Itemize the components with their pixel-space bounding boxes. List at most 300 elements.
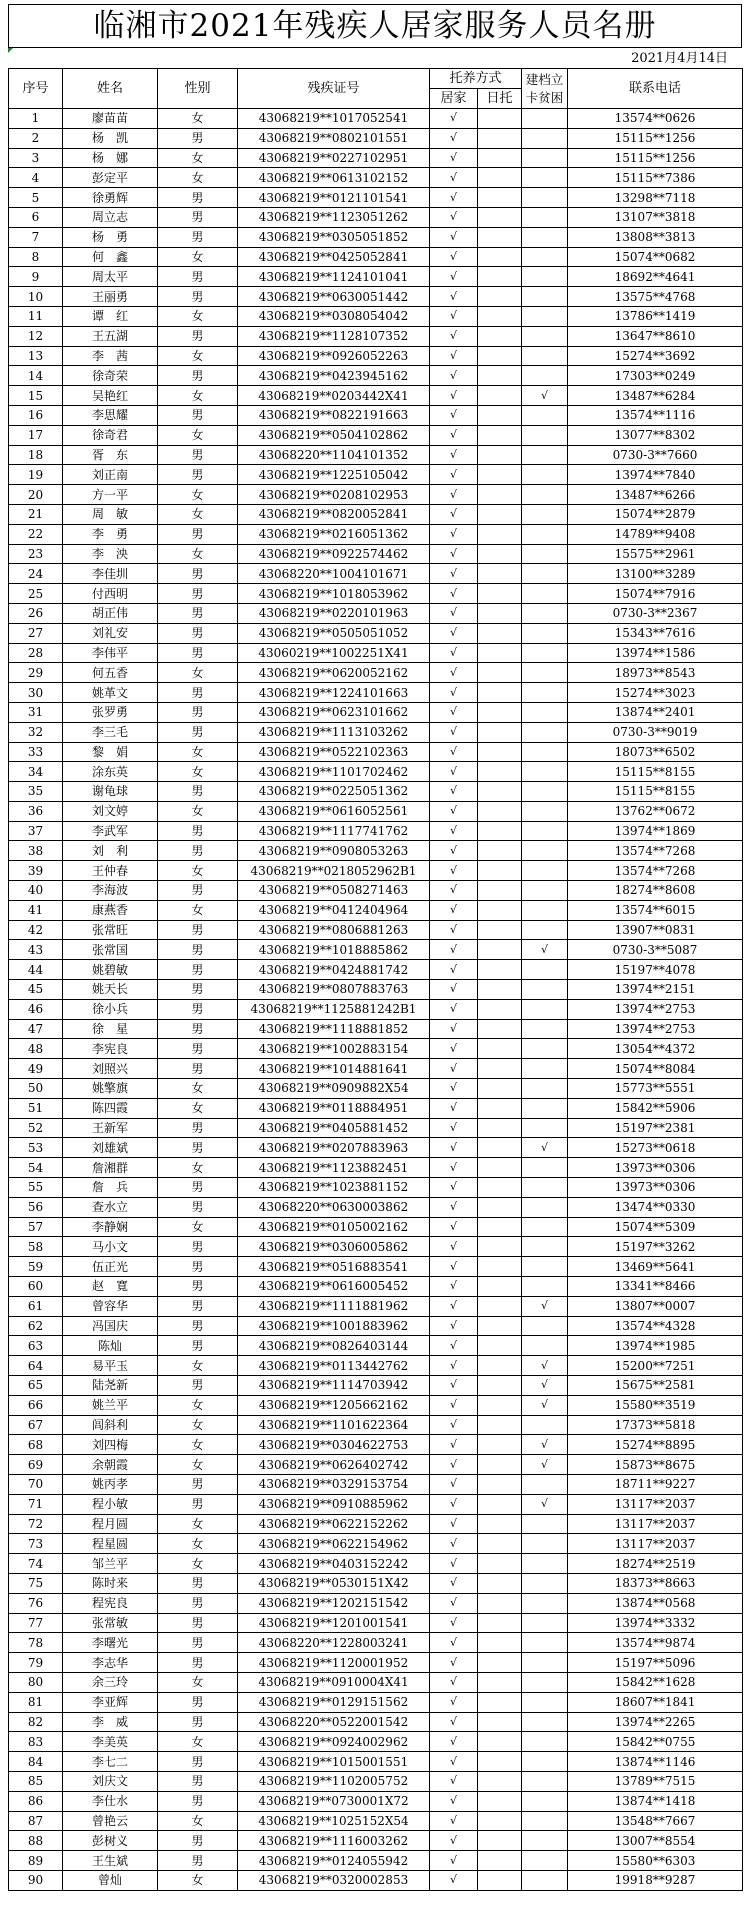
cell-home-check: √: [430, 841, 478, 861]
cell-phone: 15873**8675: [568, 1455, 743, 1475]
cell-seq: 54: [9, 1158, 63, 1178]
cell-phone: 13974**1985: [568, 1336, 743, 1356]
cell-phone: 17373**5818: [568, 1415, 743, 1435]
cell-cert: 43068219**0910004X41: [238, 1672, 430, 1692]
cell-gender: 男: [158, 1118, 238, 1138]
cell-phone: 13341**8466: [568, 1277, 743, 1297]
table-row: [9, 702, 743, 722]
cell-cert: 43068219**0113442762: [238, 1356, 430, 1376]
cell-seq: 71: [9, 1494, 63, 1514]
cell-seq: 40: [9, 881, 63, 901]
cell-phone: 13077**8302: [568, 425, 743, 445]
cell-gender: 女: [158, 1415, 238, 1435]
cell-seq: 80: [9, 1672, 63, 1692]
cell-day-check: [478, 445, 522, 465]
cell-day-check: [478, 346, 522, 366]
cell-home-check: √: [430, 168, 478, 188]
table-row: [9, 1039, 743, 1059]
cell-cert: 43068220**1228003241: [238, 1633, 430, 1653]
cell-gender: 女: [158, 1672, 238, 1692]
cell-gender: 女: [158, 801, 238, 821]
cell-day-check: [478, 1534, 522, 1554]
table-row: [9, 1494, 743, 1514]
cell-poor-check: [522, 1079, 568, 1099]
cell-name: 谭 红: [63, 306, 158, 326]
cell-phone: 15274**3692: [568, 346, 743, 366]
cell-name: 刘四梅: [63, 1435, 158, 1455]
cell-seq: 84: [9, 1752, 63, 1772]
cell-home-check: √: [430, 109, 478, 129]
cell-phone: 13807**0007: [568, 1296, 743, 1316]
cell-cert: 43068219**0807883763: [238, 980, 430, 1000]
cell-cert: 43060219**1002251X41: [238, 643, 430, 663]
cell-home-check: √: [430, 386, 478, 406]
cell-day-check: [478, 207, 522, 227]
cell-name: 李宪良: [63, 1039, 158, 1059]
cell-poor-check: √: [522, 1494, 568, 1514]
cell-cert: 43068219**1201001541: [238, 1613, 430, 1633]
cell-gender: 女: [158, 1732, 238, 1752]
table-row: [9, 1672, 743, 1692]
table-row: [9, 1158, 743, 1178]
cell-day-check: [478, 1217, 522, 1237]
cell-gender: 女: [158, 168, 238, 188]
cell-seq: 74: [9, 1554, 63, 1574]
cell-day-check: [478, 227, 522, 247]
cell-gender: 女: [158, 485, 238, 505]
cell-cert: 43068219**0616005452: [238, 1277, 430, 1297]
cell-gender: 女: [158, 1534, 238, 1554]
cell-name: 姚革文: [63, 683, 158, 703]
cell-home-check: √: [430, 445, 478, 465]
cell-poor-check: [522, 1197, 568, 1217]
cell-poor-check: [522, 1277, 568, 1297]
cell-poor-check: [522, 1752, 568, 1772]
cell-day-check: [478, 1653, 522, 1673]
cell-home-check: √: [430, 1672, 478, 1692]
cell-seq: 42: [9, 920, 63, 940]
cell-seq: 41: [9, 900, 63, 920]
header-day: 日托: [478, 89, 522, 109]
cell-cert: 43068219**0623101662: [238, 702, 430, 722]
cell-cert: 43068219**0306005862: [238, 1237, 430, 1257]
cell-day-check: [478, 1059, 522, 1079]
header-phone: 联系电话: [568, 69, 743, 109]
cell-poor-check: [522, 980, 568, 1000]
header-seq: 序号: [9, 69, 63, 109]
cell-name: 胥 东: [63, 445, 158, 465]
cell-day-check: [478, 1118, 522, 1138]
cell-home-check: √: [430, 940, 478, 960]
table-row: [9, 504, 743, 524]
cell-poor-check: [522, 900, 568, 920]
cell-poor-check: [522, 1732, 568, 1752]
cell-gender: 男: [158, 1791, 238, 1811]
table-row: [9, 1395, 743, 1415]
table-row: [9, 1118, 743, 1138]
cell-cert: 43068219**0320002853: [238, 1870, 430, 1890]
cell-gender: 女: [158, 247, 238, 267]
cell-name: 李 泱: [63, 544, 158, 564]
cell-cert: 43068219**0806881263: [238, 920, 430, 940]
cell-name: 李武军: [63, 821, 158, 841]
cell-day-check: [478, 425, 522, 445]
cell-seq: 37: [9, 821, 63, 841]
cell-day-check: [478, 326, 522, 346]
cell-day-check: [478, 128, 522, 148]
cell-name: 程宪良: [63, 1593, 158, 1613]
cell-phone: 0730-3**5087: [568, 940, 743, 960]
cell-phone: 13574**7268: [568, 861, 743, 881]
cell-seq: 12: [9, 326, 63, 346]
cell-gender: 男: [158, 1692, 238, 1712]
cell-gender: 男: [158, 1277, 238, 1297]
cell-gender: 男: [158, 1237, 238, 1257]
cell-name: 张常敏: [63, 1613, 158, 1633]
cell-poor-check: [522, 1415, 568, 1435]
cell-day-check: [478, 1474, 522, 1494]
cell-cert: 43068219**0405881452: [238, 1118, 430, 1138]
cell-name: 李美英: [63, 1732, 158, 1752]
cell-day-check: [478, 1633, 522, 1653]
cell-poor-check: [522, 722, 568, 742]
table-row: [9, 1514, 743, 1534]
cell-seq: 59: [9, 1257, 63, 1277]
header-poor: 建档立卡贫困: [522, 69, 568, 109]
cell-name: 王生斌: [63, 1851, 158, 1871]
cell-seq: 58: [9, 1237, 63, 1257]
cell-seq: 25: [9, 584, 63, 604]
cell-home-check: √: [430, 1217, 478, 1237]
cell-poor-check: [522, 1059, 568, 1079]
cell-day-check: [478, 1554, 522, 1574]
cell-cert: 43068219**1017052541: [238, 109, 430, 129]
cell-name: 何五香: [63, 663, 158, 683]
cell-seq: 65: [9, 1376, 63, 1396]
cell-phone: 13973**0306: [568, 1158, 743, 1178]
cell-cert: 43068219**1101622364: [238, 1415, 430, 1435]
cell-name: 刘照兴: [63, 1059, 158, 1079]
cell-poor-check: [522, 544, 568, 564]
cell-gender: 男: [158, 683, 238, 703]
cell-seq: 15: [9, 386, 63, 406]
table-row: [9, 801, 743, 821]
cell-gender: 男: [158, 1296, 238, 1316]
cell-cert: 43068219**1117741762: [238, 821, 430, 841]
cell-day-check: [478, 188, 522, 208]
cell-cert: 43068219**0802101551: [238, 128, 430, 148]
cell-gender: 女: [158, 1455, 238, 1475]
cell-gender: 男: [158, 1138, 238, 1158]
cell-poor-check: [522, 1554, 568, 1574]
cell-day-check: [478, 900, 522, 920]
cell-name: 刘庆文: [63, 1771, 158, 1791]
cell-name: 李佳圳: [63, 564, 158, 584]
cell-name: 陆尧新: [63, 1376, 158, 1396]
cell-home-check: √: [430, 465, 478, 485]
cell-cert: 43068219**0922574462: [238, 544, 430, 564]
cell-name: 康燕香: [63, 900, 158, 920]
header-name: 姓名: [63, 69, 158, 109]
cell-phone: 13574**0626: [568, 109, 743, 129]
table-row: [9, 1732, 743, 1752]
cell-poor-check: [522, 841, 568, 861]
cell-phone: 15074**7916: [568, 584, 743, 604]
cell-poor-check: [522, 504, 568, 524]
cell-phone: 13574**7268: [568, 841, 743, 861]
cell-home-check: √: [430, 861, 478, 881]
cell-home-check: √: [430, 1435, 478, 1455]
cell-phone: 15074**5309: [568, 1217, 743, 1237]
cell-poor-check: √: [522, 1356, 568, 1376]
cell-home-check: √: [430, 683, 478, 703]
cell-gender: 男: [158, 207, 238, 227]
cell-phone: 13007**8554: [568, 1831, 743, 1851]
cell-poor-check: √: [522, 1435, 568, 1455]
cell-phone: 19918**9287: [568, 1870, 743, 1890]
table-row: [9, 1692, 743, 1712]
cell-poor-check: [522, 227, 568, 247]
table-row: [9, 148, 743, 168]
table-row: [9, 1771, 743, 1791]
cell-home-check: √: [430, 900, 478, 920]
cell-cert: 43068219**0129151562: [238, 1692, 430, 1712]
cell-day-check: [478, 1672, 522, 1692]
cell-poor-check: √: [522, 1376, 568, 1396]
cell-seq: 7: [9, 227, 63, 247]
roster-table: [8, 68, 743, 1891]
cell-home-check: √: [430, 1079, 478, 1099]
cell-seq: 26: [9, 603, 63, 623]
cell-name: 詹湘群: [63, 1158, 158, 1178]
cell-day-check: [478, 1356, 522, 1376]
cell-gender: 女: [158, 861, 238, 881]
cell-name: 曾艳云: [63, 1811, 158, 1831]
cell-home-check: √: [430, 1752, 478, 1772]
cell-home-check: √: [430, 504, 478, 524]
cell-day-check: [478, 881, 522, 901]
cell-home-check: √: [430, 366, 478, 386]
cell-home-check: √: [430, 1277, 478, 1297]
cell-seq: 34: [9, 762, 63, 782]
cell-seq: 51: [9, 1098, 63, 1118]
table-row: [9, 1593, 743, 1613]
cell-name: 徐奇君: [63, 425, 158, 445]
table-header: [9, 69, 743, 109]
cell-seq: 76: [9, 1593, 63, 1613]
cell-name: 周立志: [63, 207, 158, 227]
cell-phone: 13298**7118: [568, 188, 743, 208]
cell-seq: 4: [9, 168, 63, 188]
cell-cert: 43068219**1014881641: [238, 1059, 430, 1079]
cell-cert: 43068219**1120001952: [238, 1653, 430, 1673]
cell-phone: 13117**2037: [568, 1514, 743, 1534]
cell-seq: 49: [9, 1059, 63, 1079]
cell-cert: 43068219**0207883963: [238, 1138, 430, 1158]
cell-phone: 18274**2519: [568, 1554, 743, 1574]
cell-poor-check: √: [522, 940, 568, 960]
table-row: [9, 1712, 743, 1732]
cell-home-check: √: [430, 603, 478, 623]
cell-name: 杨 娜: [63, 148, 158, 168]
cell-day-check: [478, 782, 522, 802]
cell-home-check: √: [430, 999, 478, 1019]
table-row: [9, 584, 743, 604]
cell-day-check: [478, 1692, 522, 1712]
cell-gender: 男: [158, 1573, 238, 1593]
cell-cert: 43068219**0220101963: [238, 603, 430, 623]
cell-cert: 43068219**0329153754: [238, 1474, 430, 1494]
cell-name: 刘 利: [63, 841, 158, 861]
cell-phone: 13762**0672: [568, 801, 743, 821]
cell-seq: 10: [9, 287, 63, 307]
cell-seq: 32: [9, 722, 63, 742]
cell-poor-check: [522, 148, 568, 168]
cell-home-check: √: [430, 1118, 478, 1138]
cell-name: 姚擎旗: [63, 1079, 158, 1099]
cell-name: 刘正南: [63, 465, 158, 485]
cell-poor-check: [522, 405, 568, 425]
cell-cert: 43068219**0105002162: [238, 1217, 430, 1237]
cell-seq: 85: [9, 1771, 63, 1791]
cell-poor-check: [522, 524, 568, 544]
cell-cert: 43068219**1025152X54: [238, 1811, 430, 1831]
cell-home-check: √: [430, 623, 478, 643]
cell-poor-check: [522, 1336, 568, 1356]
cell-seq: 67: [9, 1415, 63, 1435]
cell-phone: 15575**2961: [568, 544, 743, 564]
cell-seq: 44: [9, 960, 63, 980]
cell-gender: 男: [158, 1712, 238, 1732]
cell-seq: 14: [9, 366, 63, 386]
cell-cert: 43068219**0820052841: [238, 504, 430, 524]
table-row: [9, 782, 743, 802]
cell-gender: 男: [158, 1039, 238, 1059]
cell-poor-check: [522, 881, 568, 901]
cell-gender: 女: [158, 762, 238, 782]
cell-poor-check: [522, 306, 568, 326]
table-row: [9, 366, 743, 386]
cell-home-check: √: [430, 1514, 478, 1534]
table-row: [9, 326, 743, 346]
cell-day-check: [478, 1732, 522, 1752]
cell-gender: 男: [158, 980, 238, 1000]
cell-cert: 43068219**0616052561: [238, 801, 430, 821]
cell-day-check: [478, 801, 522, 821]
cell-phone: 13647**8610: [568, 326, 743, 346]
cell-name: 廖苗苗: [63, 109, 158, 129]
cell-day-check: [478, 742, 522, 762]
cell-phone: 13974**2151: [568, 980, 743, 1000]
cell-phone: 0730-3**2367: [568, 603, 743, 623]
table-row: [9, 1098, 743, 1118]
cell-seq: 43: [9, 940, 63, 960]
cell-name: 程星圆: [63, 1534, 158, 1554]
cell-phone: 13974**7840: [568, 465, 743, 485]
table-row: [9, 227, 743, 247]
cell-seq: 52: [9, 1118, 63, 1138]
cell-day-check: [478, 841, 522, 861]
cell-name: 李志华: [63, 1653, 158, 1673]
cell-day-check: [478, 1573, 522, 1593]
cell-cert: 43068219**0305051852: [238, 227, 430, 247]
cell-day-check: [478, 1019, 522, 1039]
cell-gender: 男: [158, 1178, 238, 1198]
cell-phone: 13100**3289: [568, 564, 743, 584]
cell-seq: 27: [9, 623, 63, 643]
cell-seq: 1: [9, 109, 63, 129]
cell-cert: 43068219**0412404964: [238, 900, 430, 920]
table-row: [9, 1296, 743, 1316]
table-row: [9, 683, 743, 703]
cell-home-check: √: [430, 1019, 478, 1039]
cell-phone: 13973**0306: [568, 1178, 743, 1198]
cell-gender: 女: [158, 1217, 238, 1237]
cell-cert: 43068219**1225105042: [238, 465, 430, 485]
cell-phone: 15580**6303: [568, 1851, 743, 1871]
cell-phone: 13874**1146: [568, 1752, 743, 1772]
cell-phone: 13574**4328: [568, 1316, 743, 1336]
header-care-mode: 托养方式: [430, 69, 522, 89]
table-row: [9, 762, 743, 782]
cell-cert: 43068219**0622152262: [238, 1514, 430, 1534]
cell-seq: 70: [9, 1474, 63, 1494]
cell-home-check: √: [430, 722, 478, 742]
cell-poor-check: [522, 683, 568, 703]
cell-seq: 29: [9, 663, 63, 683]
cell-phone: 15074**0682: [568, 247, 743, 267]
cell-day-check: [478, 386, 522, 406]
cell-gender: 女: [158, 1395, 238, 1415]
cell-phone: 17303**0249: [568, 366, 743, 386]
cell-day-check: [478, 1851, 522, 1871]
cell-name: 谢龟球: [63, 782, 158, 802]
cell-home-check: √: [430, 1455, 478, 1475]
cell-home-check: √: [430, 1039, 478, 1059]
cell-phone: 18274**8608: [568, 881, 743, 901]
header-cert: 残疾证号: [238, 69, 430, 109]
cell-poor-check: [522, 1811, 568, 1831]
cell-name: 赵 寬: [63, 1277, 158, 1297]
cell-gender: 男: [158, 1494, 238, 1514]
cell-day-check: [478, 999, 522, 1019]
cell-day-check: [478, 465, 522, 485]
cell-cert: 43068219**0730001X72: [238, 1791, 430, 1811]
table-row: [9, 821, 743, 841]
cell-home-check: √: [430, 1771, 478, 1791]
cell-phone: 13786**1419: [568, 306, 743, 326]
cell-gender: 男: [158, 1059, 238, 1079]
cell-cert: 43068219**0225051362: [238, 782, 430, 802]
cell-poor-check: [522, 1831, 568, 1851]
table-row: [9, 405, 743, 425]
table-row: [9, 1079, 743, 1099]
table-row: [9, 1336, 743, 1356]
cell-home-check: √: [430, 584, 478, 604]
cell-gender: 男: [158, 1653, 238, 1673]
report-date: 2021月4月14日: [631, 51, 728, 66]
cell-seq: 23: [9, 544, 63, 564]
cell-poor-check: [522, 1217, 568, 1237]
cell-name: 李 勇: [63, 524, 158, 544]
cell-phone: 15115**1256: [568, 128, 743, 148]
cell-name: 王丽勇: [63, 287, 158, 307]
cell-home-check: √: [430, 227, 478, 247]
table-row: [9, 1197, 743, 1217]
cell-cert: 43068219**0910885962: [238, 1494, 430, 1514]
cell-poor-check: [522, 762, 568, 782]
cell-poor-check: [522, 1573, 568, 1593]
